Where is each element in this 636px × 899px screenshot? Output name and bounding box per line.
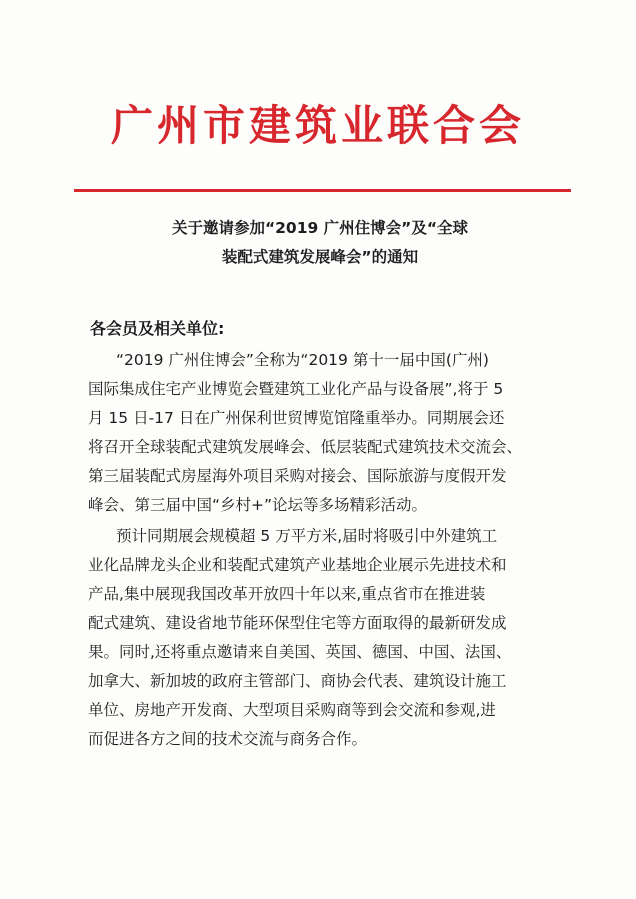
title-line: 关于邀请参加“2019 广州住博会”及“全球 bbox=[171, 219, 469, 237]
paragraph-line: 产品,集中展现我国改革开放四十年以来,重点省市在推进装 bbox=[88, 585, 486, 603]
paragraph-line: 加拿大、新加坡的政府主管部门、商协会代表、建筑设计施工 bbox=[88, 672, 507, 690]
paragraph-line: “2019 广州住博会”全称为“2019 第十一届中国(广州) bbox=[116, 351, 489, 369]
paragraph-line: 单位、房地产开发商、大型项目采购商等到会交流和参观,进 bbox=[88, 701, 496, 719]
document-title bbox=[70, 214, 570, 272]
paragraph-line: 月 15 日-17 日在广州保利世贸博览馆隆重举办。同期展会还 bbox=[88, 409, 505, 427]
letterhead-red-rule bbox=[74, 189, 571, 192]
paragraph-line: 国际集成住宅产业博览会暨建筑工业化产品与设备展”,将于 5 bbox=[88, 380, 504, 398]
paragraph-line: 峰会、第三届中国“乡村+”论坛等多场精彩活动。 bbox=[88, 496, 428, 514]
paragraph bbox=[88, 346, 563, 520]
title-line: 装配式建筑发展峰会”的通知 bbox=[221, 248, 419, 266]
letterhead-org-name: 广州市建筑业联合会 bbox=[110, 101, 525, 150]
document-body bbox=[88, 346, 563, 754]
paragraph-line: 配式建筑、建设省地节能环保型住宅等方面取得的最新研发成 bbox=[88, 614, 507, 632]
salutation: 各会员及相关单位: bbox=[90, 319, 225, 338]
paragraph-line: 业化品牌龙头企业和装配式建筑产业基地企业展示先进技术和 bbox=[88, 556, 507, 574]
paragraph-line: 预计同期展会规模超 5 万平方米,届时将吸引中外建筑工 bbox=[116, 527, 498, 545]
paragraph-line: 第三届装配式房屋海外项目采购对接会、国际旅游与度假开发 bbox=[88, 467, 507, 485]
paragraph-line: 而促进各方之间的技术交流与商务合作。 bbox=[88, 730, 368, 748]
paragraph-line: 果。同时,还将重点邀请来自美国、英国、德国、中国、法国、 bbox=[88, 643, 512, 661]
paragraph bbox=[88, 522, 563, 754]
paragraph-line: 将召开全球装配式建筑发展峰会、低层装配式建筑技术交流会、 bbox=[88, 438, 523, 456]
